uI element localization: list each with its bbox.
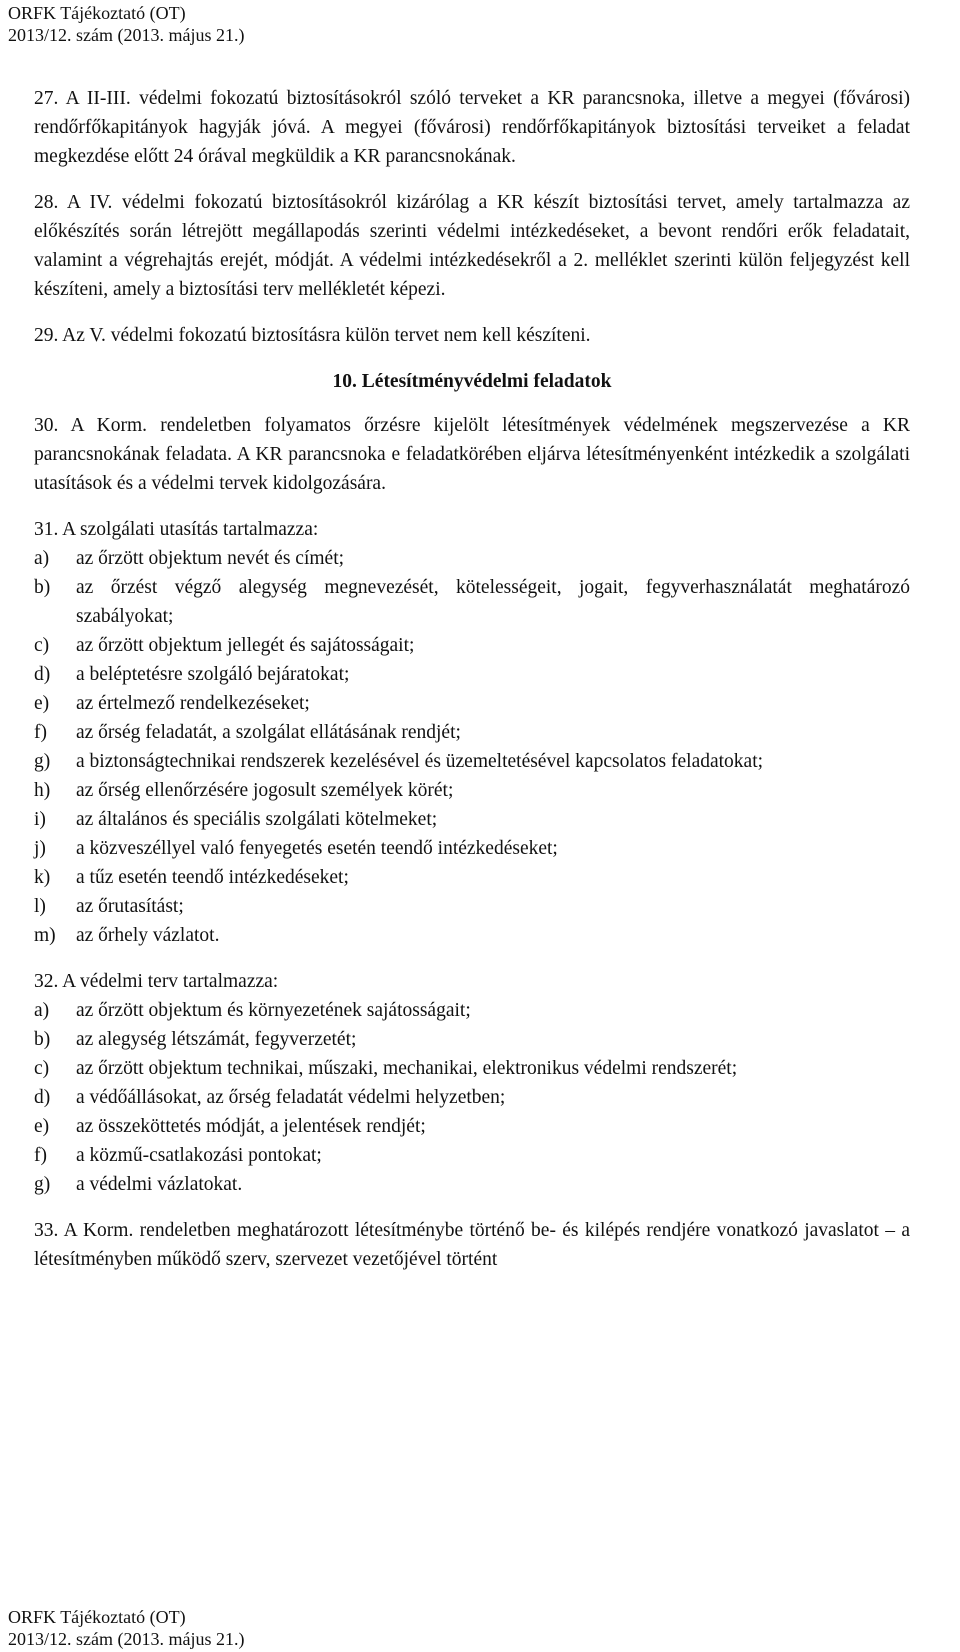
list-item-label: k) xyxy=(34,867,51,888)
paragraph-30: 30. A Korm. rendeletben folyamatos őrzésre kijelölt létesítmények védelmének megszervezése a KR parancsnokának feladata. A KR parancsnoka e feladatkörében eljárva létesítményenként intézkedik a szolgálati utasítások és a védelmi tervek kidolgozására. xyxy=(34,415,910,494)
footer-issue-date: 2013/12. szám (2013. május 21.) xyxy=(8,1629,245,1649)
list-item-label: l) xyxy=(34,896,46,917)
list-item-text: az őrzött objektum jellegét és sajátosságait; xyxy=(76,635,415,656)
list-item xyxy=(34,1141,910,1170)
list-item-text: a beléptetésre szolgáló bejáratokat; xyxy=(76,664,350,685)
list-item-text: a biztonságtechnikai rendszerek kezelésével és üzemeltetésével kapcsolatos feladatokat; xyxy=(76,751,764,772)
paragraph-32-intro: 32. A védelmi terv tartalmazza: xyxy=(34,971,279,992)
list-item-label: m) xyxy=(34,925,56,946)
list-item-label: b) xyxy=(34,1029,51,1050)
service-instruction-list xyxy=(34,544,910,950)
list-item-text: az őrség feladatát, a szolgálat ellátásának rendjét; xyxy=(76,722,461,743)
list-item xyxy=(34,834,910,863)
list-item-text: a védelmi vázlatokat. xyxy=(76,1174,243,1195)
list-item-text: az őrség ellenőrzésére jogosult személyek körét; xyxy=(76,780,454,801)
list-item-text: az alegység létszámát, fegyverzetét; xyxy=(76,1029,357,1050)
list-item xyxy=(34,1083,910,1112)
list-item-text: az őrzött objektum technikai, műszaki, mechanikai, elektronikus védelmi rendszerét; xyxy=(76,1058,738,1079)
paragraph-32 xyxy=(34,967,910,1199)
list-item xyxy=(34,1054,910,1083)
list-item xyxy=(34,1170,910,1199)
list-item xyxy=(34,631,910,660)
list-item-label: a) xyxy=(34,1000,50,1021)
list-item xyxy=(34,996,910,1025)
list-item-label: e) xyxy=(34,1116,50,1137)
list-item-label: d) xyxy=(34,664,51,685)
list-item xyxy=(34,544,910,573)
list-item-label: i) xyxy=(34,809,46,830)
list-item xyxy=(34,1025,910,1054)
list-item-label: c) xyxy=(34,635,50,656)
list-item-text: az őrutasítást; xyxy=(76,896,184,917)
list-item-label: g) xyxy=(34,751,51,772)
list-item-label: f) xyxy=(34,1145,47,1166)
list-item-text: a védőállásokat, az őrség feladatát védelmi helyzetben; xyxy=(76,1087,506,1108)
list-item xyxy=(34,776,910,805)
list-item xyxy=(34,689,910,718)
list-item-text: az általános és speciális szolgálati kötelmeket; xyxy=(76,809,438,830)
list-item-text: az értelmező rendelkezéseket; xyxy=(76,693,310,714)
list-item-text: a tűz esetén teendő intézkedéseket; xyxy=(76,867,349,888)
paragraph-27: 27. A II-III. védelmi fokozatú biztosításokról szóló terveket a KR parancsnoka, illetve a megyei (fővárosi) rendőrfőkapitányok hagyják jóvá. A megyei (fővárosi) rendőrfőkapitányok biztosítási terveiket a feladat megkezdése előtt 24 órával megküldik a KR parancsnokának. xyxy=(34,88,910,167)
list-item-label: b) xyxy=(34,577,51,598)
list-item-text: a közmű-csatlakozási pontokat; xyxy=(76,1145,322,1166)
page-header xyxy=(8,2,244,46)
list-item-label: g) xyxy=(34,1174,51,1195)
list-item xyxy=(34,805,910,834)
paragraph-33: 33. A Korm. rendeletben meghatározott létesítménybe történő be- és kilépés rendjére vonatkozó javaslatot – a létesítményben működő szerv, szervezet vezetőjével történt xyxy=(34,1220,910,1270)
footer-publication-title: ORFK Tájékoztató (OT) xyxy=(8,1607,186,1627)
list-item-label: c) xyxy=(34,1058,50,1079)
list-item-text: az őrzött objektum és környezetének sajátosságait; xyxy=(76,1000,471,1021)
paragraph-31-intro: 31. A szolgálati utasítás tartalmazza: xyxy=(34,519,319,540)
list-item-label: a) xyxy=(34,548,50,569)
header-issue-date: 2013/12. szám (2013. május 21.) xyxy=(8,25,245,45)
list-item-label: e) xyxy=(34,693,50,714)
list-item-label: f) xyxy=(34,722,47,743)
list-item-text: az őrhely vázlatot. xyxy=(76,925,220,946)
list-item xyxy=(34,718,910,747)
paragraph-28: 28. A IV. védelmi fokozatú biztosításokról kizárólag a KR készít biztosítási tervet, amely tartalmazza az előkészítés során létrejött megállapodás szerinti védelmi intézkedéseket, a bevont rendőri erők feladatait, valamint a végrehajtás erejét, módját. A védelmi intézkedésekről a 2. melléklet szerinti külön feljegyzést kell készíteni, amely a biztosítási terv mellékletét képezi. xyxy=(34,192,910,300)
list-item-label: d) xyxy=(34,1087,51,1108)
list-item-text: a közveszéllyel való fenyegetés esetén teendő intézkedéseket; xyxy=(76,838,558,859)
list-item-text: az őrzött objektum nevét és címét; xyxy=(76,548,345,569)
paragraph-31 xyxy=(34,515,910,950)
list-item xyxy=(34,660,910,689)
list-item xyxy=(34,863,910,892)
list-item-label: h) xyxy=(34,780,51,801)
document-body xyxy=(34,84,910,1291)
list-item xyxy=(34,1112,910,1141)
list-item xyxy=(34,921,910,950)
page-footer xyxy=(8,1606,244,1650)
section-title: 10. Létesítményvédelmi feladatok xyxy=(332,371,612,392)
paragraph-29: 29. Az V. védelmi fokozatú biztosításra külön tervet nem kell készíteni. xyxy=(34,325,591,346)
list-item-label: j) xyxy=(34,838,46,859)
list-item xyxy=(34,573,910,631)
defense-plan-list xyxy=(34,996,910,1199)
list-item-text: az őrzést végző alegység megnevezését, kötelességeit, jogait, fegyverhasználatát meghatározó szabályokat; xyxy=(76,577,910,627)
list-item-text: az összeköttetés módját, a jelentések rendjét; xyxy=(76,1116,426,1137)
list-item xyxy=(34,747,910,776)
list-item xyxy=(34,892,910,921)
header-publication-title: ORFK Tájékoztató (OT) xyxy=(8,3,186,23)
